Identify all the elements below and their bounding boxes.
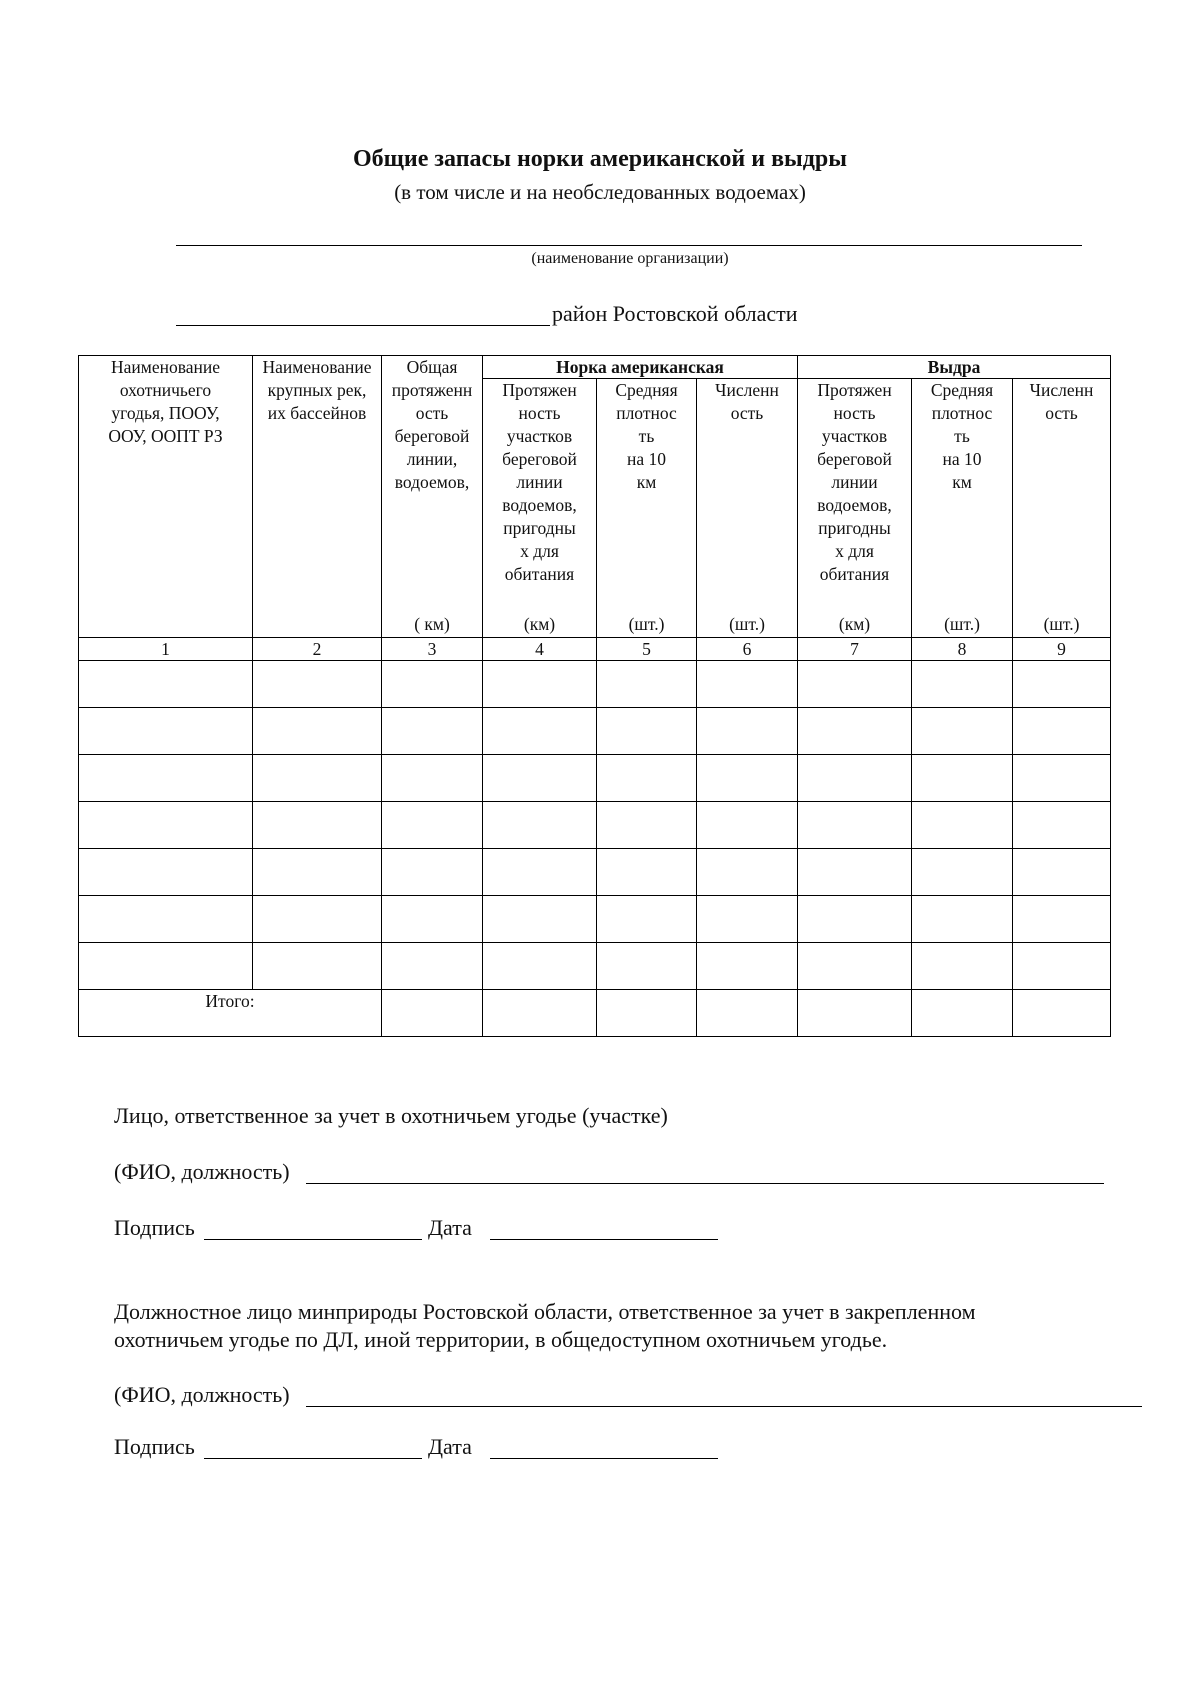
total-cell[interactable] — [798, 990, 912, 1037]
table-cell[interactable] — [697, 708, 798, 755]
table-cell[interactable] — [697, 943, 798, 990]
fio-field[interactable] — [306, 1183, 1104, 1184]
group-header-mink: Норка американская — [483, 356, 798, 379]
column-number: 4 — [483, 638, 597, 661]
table-cell[interactable] — [697, 755, 798, 802]
table-cell[interactable] — [382, 943, 483, 990]
table-cell[interactable] — [912, 943, 1013, 990]
table-cell[interactable] — [798, 802, 912, 849]
table-cell[interactable] — [1013, 661, 1111, 708]
table-cell[interactable] — [79, 849, 253, 896]
header-mink-density: Средняя плотнос ть на 10 км (шт.) — [597, 379, 697, 638]
table-cell[interactable] — [382, 849, 483, 896]
table-cell[interactable] — [597, 896, 697, 943]
responsible-person-label: Лицо, ответственное за учет в охотничьем угодье (участке) — [114, 1103, 668, 1128]
table-cell[interactable] — [253, 708, 382, 755]
table-cell[interactable] — [912, 802, 1013, 849]
total-cell[interactable] — [697, 990, 798, 1037]
table-cell[interactable] — [597, 802, 697, 849]
table-cell[interactable] — [1013, 755, 1111, 802]
unit-label: (шт.) — [1043, 614, 1080, 634]
table-cell[interactable] — [253, 849, 382, 896]
table-cell[interactable] — [253, 802, 382, 849]
table-row — [79, 755, 1111, 802]
total-cell[interactable] — [597, 990, 697, 1037]
total-cell[interactable] — [382, 990, 483, 1037]
fio-label: (ФИО, должность) — [114, 1159, 290, 1184]
header-mink-count: Численн ость (шт.) — [697, 379, 798, 638]
unit-label: (км) — [523, 614, 556, 634]
unit-label: (км) — [838, 614, 871, 634]
header-hunting-ground: Наименование охотничьего угодья, ПООУ, ООУ, ООПТ РЗ — [79, 356, 253, 638]
header-otter-count: Численн ость (шт.) — [1013, 379, 1111, 638]
table-cell[interactable] — [483, 755, 597, 802]
signature-label: Подпись — [114, 1434, 195, 1459]
table-cell[interactable] — [697, 661, 798, 708]
column-number: 6 — [697, 638, 798, 661]
table-cell[interactable] — [597, 661, 697, 708]
table-cell[interactable] — [912, 849, 1013, 896]
table-cell[interactable] — [79, 896, 253, 943]
table-cell[interactable] — [253, 755, 382, 802]
table-cell[interactable] — [253, 896, 382, 943]
column-number: 8 — [912, 638, 1013, 661]
unit-label: (шт.) — [944, 614, 980, 634]
official-label-line1: Должностное лицо минприроды Ростовской области, ответственное за учет в закрепленном — [114, 1299, 976, 1324]
table-cell[interactable] — [253, 661, 382, 708]
table-cell[interactable] — [912, 896, 1013, 943]
group-header-otter: Выдра — [798, 356, 1111, 379]
table-cell[interactable] — [79, 755, 253, 802]
unit-label: (шт.) — [729, 614, 765, 634]
column-number: 3 — [382, 638, 483, 661]
table-row — [79, 661, 1111, 708]
table-cell[interactable] — [597, 943, 697, 990]
table-cell[interactable] — [912, 708, 1013, 755]
table-cell[interactable] — [483, 802, 597, 849]
header-otter-density: Средняя плотнос ть на 10 км (шт.) — [912, 379, 1013, 638]
table-cell[interactable] — [798, 755, 912, 802]
date-label: Дата — [428, 1434, 472, 1459]
table-cell[interactable] — [483, 896, 597, 943]
table-cell[interactable] — [798, 849, 912, 896]
table-cell[interactable] — [483, 708, 597, 755]
table-cell[interactable] — [697, 802, 798, 849]
organization-name-line[interactable] — [176, 245, 1082, 246]
signature-label: Подпись — [114, 1215, 195, 1240]
table-cell[interactable] — [1013, 943, 1111, 990]
table-cell[interactable] — [382, 661, 483, 708]
unit-label: ( км) — [414, 614, 450, 634]
table-cell[interactable] — [382, 802, 483, 849]
table-cell[interactable] — [798, 943, 912, 990]
page-subtitle: (в том числе и на необследованных водоемах) — [394, 180, 806, 204]
column-number: 9 — [1013, 638, 1111, 661]
table-cell[interactable] — [912, 661, 1013, 708]
table-row — [79, 708, 1111, 755]
district-name-line[interactable] — [176, 325, 550, 326]
header-otter-length: Протяжен ность участков береговой линии водоемов, пригодны х для обитания (км) — [798, 379, 912, 638]
table-cell[interactable] — [697, 849, 798, 896]
column-number: 5 — [597, 638, 697, 661]
total-cell[interactable] — [1013, 990, 1111, 1037]
table-cell[interactable] — [798, 896, 912, 943]
date-field[interactable] — [490, 1239, 718, 1240]
date-field[interactable] — [490, 1458, 718, 1459]
table-cell[interactable] — [597, 849, 697, 896]
table-cell[interactable] — [483, 849, 597, 896]
total-label: Итого: — [79, 990, 382, 1037]
column-number: 2 — [253, 638, 382, 661]
table-cell[interactable] — [79, 708, 253, 755]
table-cell[interactable] — [253, 943, 382, 990]
table-cell[interactable] — [697, 896, 798, 943]
table-cell[interactable] — [1013, 849, 1111, 896]
table-cell[interactable] — [79, 802, 253, 849]
table-cell[interactable] — [79, 661, 253, 708]
official-label-line2: охотничьем угодье по ДЛ, иной территории, в общедоступном охотничьем угодье. — [114, 1327, 888, 1352]
fio-field[interactable] — [306, 1406, 1142, 1407]
total-cell[interactable] — [483, 990, 597, 1037]
signature-field[interactable] — [204, 1239, 422, 1240]
signature-field[interactable] — [204, 1458, 422, 1459]
fio-label: (ФИО, должность) — [114, 1382, 290, 1407]
stock-table — [78, 355, 1111, 1037]
header-rivers: Наименование крупных рек, их бассейнов — [253, 356, 382, 638]
table-cell[interactable] — [798, 708, 912, 755]
table-cell[interactable] — [382, 708, 483, 755]
table-row — [79, 849, 1111, 896]
table-cell[interactable] — [1013, 708, 1111, 755]
header-mink-length: Протяжен ность участков береговой линии водоемов, пригодны х для обитания (км) — [483, 379, 597, 638]
table-cell[interactable] — [1013, 802, 1111, 849]
table-cell[interactable] — [597, 755, 697, 802]
table-cell[interactable] — [79, 943, 253, 990]
table-cell[interactable] — [382, 896, 483, 943]
table-cell[interactable] — [483, 943, 597, 990]
table-cell[interactable] — [382, 755, 483, 802]
unit-label: (шт.) — [628, 614, 665, 634]
table-cell[interactable] — [597, 708, 697, 755]
organization-caption: (наименование организации) — [531, 250, 729, 267]
district-label: район Ростовской области — [552, 301, 798, 326]
header-total-length: Общая протяженн ость береговой линии, водоемов, ( км) — [382, 356, 483, 638]
table-cell[interactable] — [912, 755, 1013, 802]
table-cell[interactable] — [1013, 896, 1111, 943]
table-row — [79, 896, 1111, 943]
page-title: Общие запасы норки американской и выдры — [352, 146, 847, 172]
total-cell[interactable] — [912, 990, 1013, 1037]
table-cell[interactable] — [483, 661, 597, 708]
column-number: 7 — [798, 638, 912, 661]
table-row — [79, 802, 1111, 849]
date-label: Дата — [428, 1215, 472, 1240]
column-number: 1 — [79, 638, 253, 661]
table-row — [79, 943, 1111, 990]
table-cell[interactable] — [798, 661, 912, 708]
